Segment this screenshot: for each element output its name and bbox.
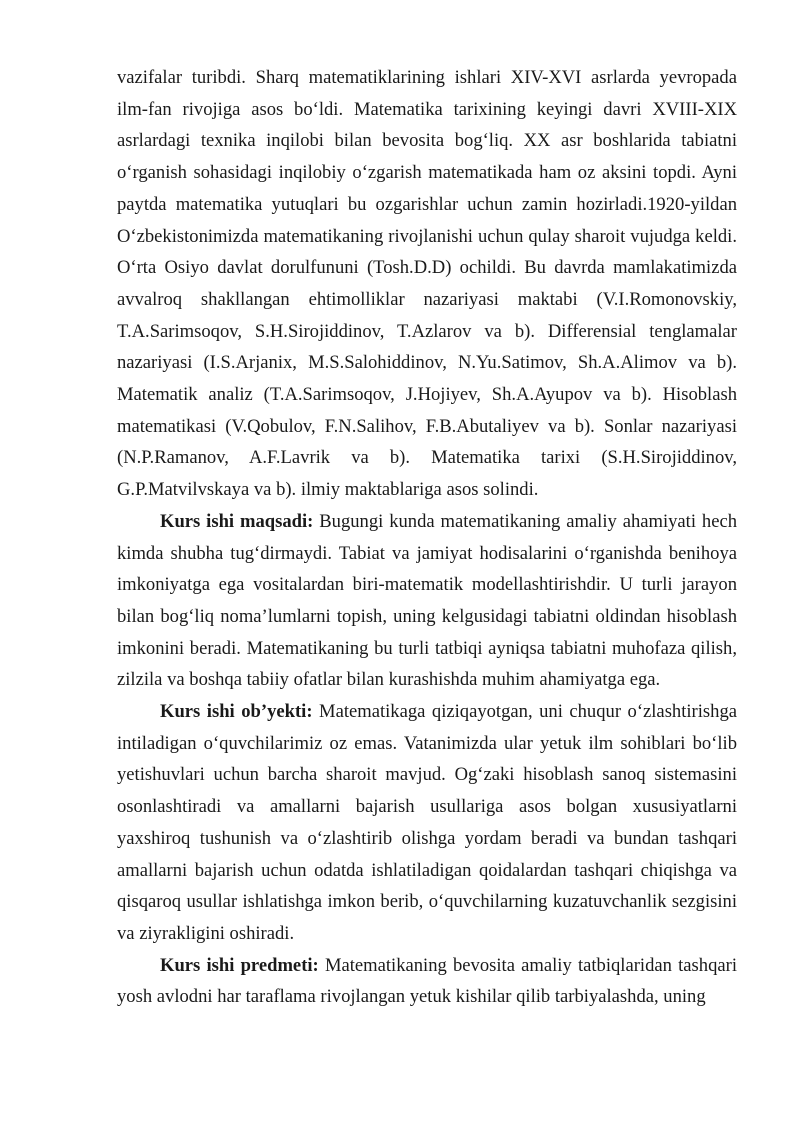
paragraph-text: Bugungi kunda matematikaning amaliy ahamiyati hech kimda shubha tug‘dirmaydi. Tabiat va jamiyat hodisalarini o‘rganishda benihoya imkoniyatga ega vositalardan biri-matematik modellashtirishdir. U turli jarayon bilan bog‘liq noma’lumlarni topish, uning kelgusidagi tabiatni oldindan hisoblash imkonini beradi. Matematikaning bu turli tatbiqi ayniqsa tabiatni muhofaza qilish, zilzila va boshqa tabiiy ofatlar bilan kurashishda muhim ahamiyatga ega. [117, 510, 738, 691]
document-page [117, 62, 737, 1013]
paragraph-heading: Kurs ishi predmeti: [160, 954, 319, 976]
paragraph-subject [117, 950, 737, 1013]
paragraph-heading: Kurs ishi maqsadi: [160, 510, 314, 532]
paragraph-text: Matematikaga qiziqayotgan, uni chuqur o‘zlashtirishga intiladigan o‘quvchilarimiz oz emas. Vatanimizda ular yetuk ilm sohiblari bo‘lib yetishuvlari uchun barcha sharoit mavjud. Og‘zaki hisoblash sanoq sistemasini osonlashtiradi va amallarni bajarish usullariga asos bolgan xususiyatlarni yaxshiroq tushunish va o‘zlashtirib olishga yordam beradi va bundan tashqari amallarni bajarish uchun odatda ishlatiladigan qoidalardan tashqari chiqishga va qisqaroq usullar ishlatishga imkon berib, o‘quvchilarning kuzatuvchanlik sezgisini va ziyrakligini oshiradi. [117, 701, 737, 944]
paragraph-heading: Kurs ishi ob’yekti: [160, 701, 313, 723]
paragraph-text: vazifalar turibdi. Sharq matematiklarining ishlari XIV-XVI asrlarda yevropada ilm-fan rivojiga asos bo‘ldi. Matematika tarixining keyingi davri XVIII-XIX asrlardagi texnika inqilobi bilan bevosita bog‘liq. XX asr boshlarida tabiatni o‘rganish sohasidagi inqilobiy o‘zgarish matematikada ham oz aksini topdi. Ayni paytda matematika yutuqlari bu ozgarishlar uchun zamin hozirladi.1920-yildan O‘zbekistonimizda matematikaning rivojlanishi uchun qulay sharoit vujudga keldi. O‘rta Osiyo davlat dorulfununi (Tosh.D.D) ochildi. Bu davrda mamlakatimizda avvalroq shakllangan ehtimolliklar nazariyasi maktabi (V.I.Romonovskiy, T.A.Sarimsoqov, S.H.Sirojiddinov, T.Azlarov va b). Differensial tenglamalar nazariyasi (I.S.Arjanix, M.S.Salohiddinov, N.Yu.Satimov, Sh.A.Alimov va b). Matematik analiz (T.A.Sarimsoqov, J.Hojiyev, Sh.A.Ayupov va b). Hisoblash matematikasi (V.Qobulov, F.N.Salihov, F.B.Abutaliyev va b). Sonlar nazariyasi (N.P.Ramanov, A.F.Lavrik va b). Matematika tarixi (S.H.Sirojiddinov, G.P.Matvilvskaya va b). ilmiy maktablariga asos solindi. [117, 67, 737, 501]
paragraph-goal [117, 506, 737, 696]
paragraph-text: Matematikaning bevosita amaliy tatbiqlaridan tashqari yosh avlodni har taraflama rivojlangan yetuk kishilar qilib tarbiyalashda, uning [117, 954, 737, 1008]
paragraph-object [117, 696, 737, 950]
paragraph-history [117, 62, 737, 506]
